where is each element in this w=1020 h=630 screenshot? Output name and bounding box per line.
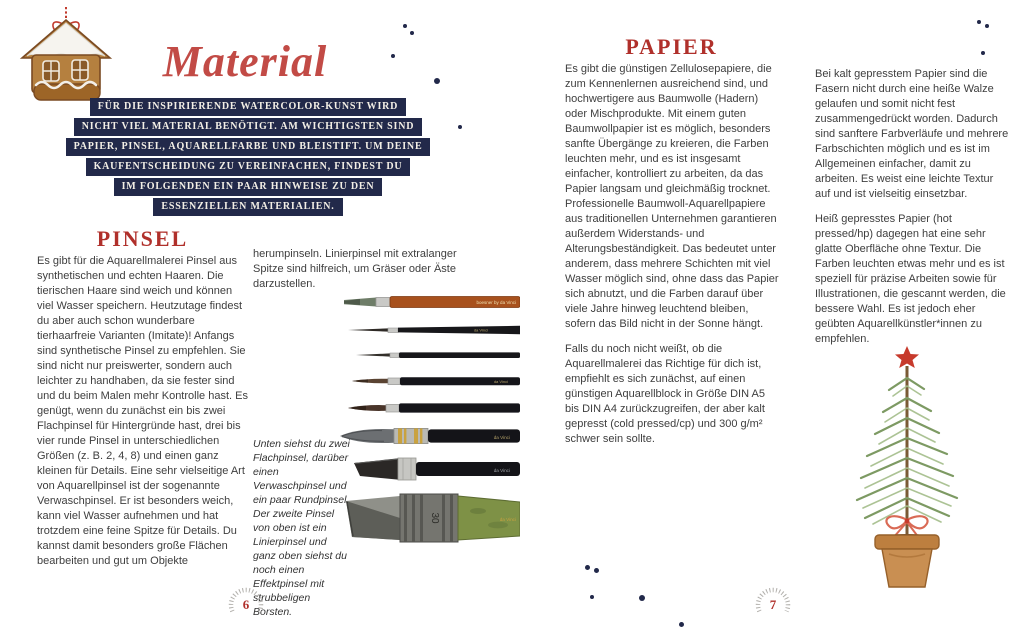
papier-col1-paragraph-1: Es gibt die günstigen Zellulosepapiere, die zum Kennenlernen ausreichend sind, und hochwertigere aus Baumwolle (Hadern) oder Mischprodukte. Mit einem guten Baumwollpapier ist es möglich, besonders sanfte Übergänge zu kreieren, die Farben leuchten mehr, und es ist insgesamt einfacher, kontrolliert zu arbeiten, da das Papier langsam und gleichmäßig trocknet. Professionelle Baumwoll-Aquarellpapiere aus traditionellen Unternehmen garantieren außerdem Widerstands- und Alterungsbeständigkeit. Das bedeutet unter anderem, dass mehrere Schichten mit viel Wasser möglich sind, ohne dass das Papier sich abnutzt, und die Farben darauf über viele Jahre hinweg leuchtend bleiben, sofern das Bild nicht in der Sonne hängt. bbox=[565, 63, 779, 330]
dot-icon bbox=[985, 24, 989, 28]
pinsel-column-1: Es gibt für die Aquarellmalerei Pinsel aus synthetischen und echten Haaren. Die tierischen Haare sind weich und können viel Wasser speichern. Heutzutage findest du aber auch schon wunderbare tierhaarfreie Varianten (Imitate)! Anfangs sind synthetische Pinsel zu empfehlen. Sie sind nicht nur preiswerter, sondern auch leichter zu handhaben, da sie fester sind und du beim Malen mehr Kontrolle hast. Es genügt, wenn du zunächst ein bis zwei Flachpinsel für Hintergründe hast, drei bis vier runde Pinsel in unterschiedlichen Größen (z. B. 2, 4, 8) und einen ganz kleinen für Details. Eine sehr vielseitige Art von Aquarellpinsel ist der sogenannte Verwaschpinsel. Er ist besonders weich, kann viel Wasser aufnehmen und hat trotzdem eine feine Spitze für Details. Du kannst damit besonders große Flächen bearbeiten und gut um Objekte bbox=[37, 255, 248, 567]
intro-banner bbox=[0, 98, 496, 216]
christmas-tree-illustration bbox=[823, 342, 991, 588]
sparkle-icon bbox=[605, 597, 619, 611]
dot-icon bbox=[458, 125, 462, 129]
section-heading-papier: PAPIER bbox=[625, 34, 718, 59]
section-heading-pinsel: PINSEL bbox=[96, 226, 189, 251]
dot-icon bbox=[594, 568, 599, 573]
dot-icon bbox=[639, 595, 645, 601]
sparkle-icon bbox=[997, 53, 1009, 65]
gingerbread-house-illustration bbox=[14, 5, 119, 105]
papier-column-2 bbox=[815, 67, 1011, 357]
dot-icon bbox=[590, 595, 594, 599]
sparkle-icon bbox=[666, 600, 679, 613]
intro-banner-line: FÜR DIE INSPIRIERENDE WATERCOLOR-KUNST WIRD bbox=[90, 98, 406, 116]
sparkle-icon bbox=[404, 65, 414, 75]
dot-icon bbox=[410, 31, 414, 35]
intro-banner-line: NICHT VIEL MATERIAL BENÖTIGT. AM WICHTIGSTEN SIND bbox=[74, 118, 423, 136]
papier-column-1 bbox=[565, 62, 780, 457]
sparkle-icon bbox=[436, 120, 445, 129]
dot-icon bbox=[434, 78, 440, 84]
page-number-label: 7 bbox=[769, 597, 777, 612]
dot-icon bbox=[391, 54, 395, 58]
dot-icon bbox=[679, 622, 684, 627]
brush-brand-label: da Vinci bbox=[499, 517, 516, 522]
page-number-right bbox=[750, 581, 796, 625]
dot-icon bbox=[977, 20, 981, 24]
brush-brand-label: boesner by da Vinci bbox=[476, 300, 516, 306]
intro-banner-line: ESSENZIELLEN MATERIALIEN. bbox=[153, 198, 342, 216]
papier-col1-paragraph-2: Falls du noch nicht weißt, ob die Aquarellmalerei das Richtige für dich ist, empfiehlt es sich zunächst, auf einen günstigen Aquarellblock in Größe DIN A5 bis DIN A4 zurückzugreifen, der aber kalt gepresst (cold pressed/cp) und 300 g/m² schwer sein sollte. bbox=[565, 343, 765, 445]
brush-size-label: 30 bbox=[429, 512, 440, 524]
page-title: Material bbox=[162, 37, 328, 86]
brushes-photo bbox=[338, 287, 520, 559]
intro-banner-line: IM FOLGENDEN EIN PAAR HINWEISE ZU DEN bbox=[114, 178, 383, 196]
dot-icon bbox=[981, 51, 985, 55]
papier-col2-paragraph-1: Bei kalt gepresstem Papier sind die Fasern nicht durch eine heiße Walze gelaufen und somit nicht fest zusammengedrückt worden. Dadurch sind sanftere Farbverläufe und mehrere Farbschichten möglich und es ist im Allgemeinen einfacher, damit zu arbeiten. Es weist eine leichte Textur auf und ist vielseitig einsetzbar. bbox=[815, 68, 1009, 200]
page-number-left bbox=[223, 581, 269, 625]
intro-banner-line: KAUFENTSCHEIDUNG ZU VEREINFACHEN, FINDEST DU bbox=[86, 158, 411, 176]
brush-brand-label: da Vinci bbox=[493, 467, 510, 473]
page-number-label: 6 bbox=[242, 597, 250, 612]
brush-brand-label: da Vinci bbox=[493, 434, 510, 440]
papier-col2-paragraph-2: Heiß gepresstes Papier (hot pressed/hp) dagegen hat eine sehr glatte Oberfläche ohne Textur. Die Farben leuchten etwas mehr und es ist speziell für präzise Arbeiten sowie für Illustrationen, die gescannt werden, die bessere Wahl. Es ist jedoch eher geübten Aquarellkünstler*innen zu empfehlen. bbox=[815, 213, 1006, 345]
sparkle-icon bbox=[453, 98, 466, 111]
intro-banner-line: PAPIER, PINSEL, AQUARELLFARBE UND BLEISTIFT. UM DEINE bbox=[66, 138, 431, 156]
pinsel-column-2: herumpinseln. Linierpinsel mit extralanger Spitze sind hilfreich, um Gräser oder Äste darzustellen. bbox=[253, 248, 457, 290]
dot-icon bbox=[585, 565, 590, 570]
brushes-caption: Unten siehst du zwei Flachpinsel, darüber einen Verwaschpinsel und ein paar Rundpinsel. Der zweite Pinsel von oben ist ein Linierpinsel und ganz oben siehst du noch einen Effektpinsel mit strubbeligen Borsten. bbox=[253, 438, 350, 618]
brush-brand-label: da Vinci bbox=[473, 327, 488, 333]
brush-brand-label: da Vinci bbox=[493, 379, 508, 385]
dot-icon bbox=[403, 24, 407, 28]
